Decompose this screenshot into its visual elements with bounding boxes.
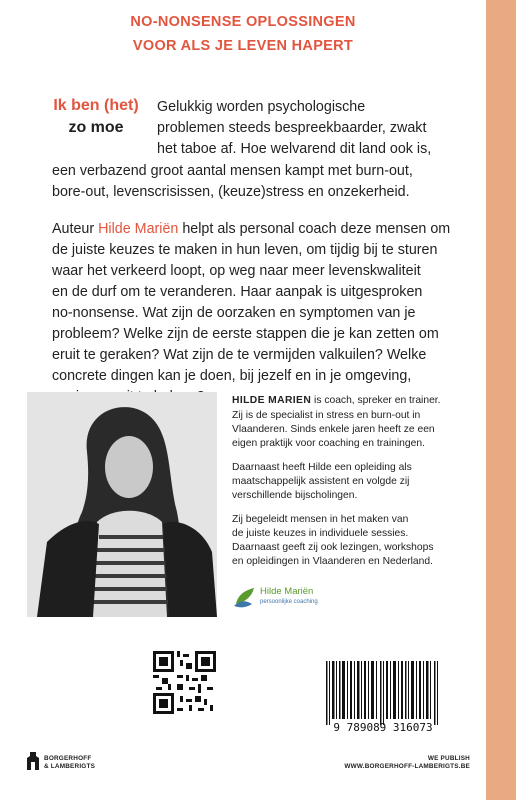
book-spine bbox=[486, 0, 516, 800]
header-line-2: VOOR ALS JE LEVEN HAPERT bbox=[132, 38, 354, 54]
publisher-slogan: WE PUBLISH bbox=[427, 755, 470, 762]
coaching-logo bbox=[232, 584, 342, 612]
bio-line: Zij is de specialist in stress en burn-out in bbox=[232, 410, 421, 421]
paragraph1-line: een verbazend groot aantal mensen kampt met burn-out, bbox=[52, 163, 413, 179]
paragraph2-line: en de durf om te veranderen. Haar aanpak is uitgesproken bbox=[52, 284, 423, 300]
publisher-name-line-2: & LAMBERIGTS bbox=[44, 763, 96, 770]
bio-first-line bbox=[232, 395, 441, 406]
publisher-website: WWW.BORGERHOFF-LAMBERIGTS.BE bbox=[344, 763, 470, 770]
paragraph2-line: no-nonsense. Wat zijn de oorzaken en symptomen van je bbox=[52, 305, 416, 321]
bio-line: en opleidingen in Vlaanderen en Nederland. bbox=[232, 556, 433, 567]
paragraph1-line: problemen steeds bespreekbaarder, zwakt bbox=[157, 120, 427, 136]
bio-line: verschillende bijscholingen. bbox=[232, 490, 358, 501]
paragraph2-prefix: Auteur bbox=[52, 221, 99, 237]
isbn-number: 9 789089 316073 bbox=[333, 721, 433, 734]
author-portrait-graphic bbox=[27, 392, 217, 617]
bio-line: Zij begeleidt mensen in het maken van bbox=[232, 514, 409, 525]
paragraph2-line: concrete dingen kan je doen, bij jezelf en in je omgeving, bbox=[52, 368, 412, 384]
paragraph2-suffix: helpt als personal coach deze mensen om bbox=[178, 221, 451, 237]
paragraph2-line: waar het verkeerd loopt, op weg naar meer levenskwaliteit bbox=[52, 263, 421, 279]
bio-first-rest: is coach, spreker en trainer. bbox=[311, 395, 441, 406]
publisher-name-line-1: BORGERHOFF bbox=[44, 755, 92, 762]
bio-line: maatschappelijk assistent en volgde zij bbox=[232, 476, 410, 487]
bio-author-name: HILDE MARIEN bbox=[232, 395, 312, 406]
paragraph1-line: het taboe af. Hoe welvarend dit land ook is, bbox=[157, 141, 432, 157]
tagline-line-1: Ik ben (het) bbox=[53, 97, 139, 114]
paragraph2-line: de juiste keuzes te maken in hun leven, om tijdig bij te sturen bbox=[52, 242, 438, 258]
publisher-logo-icon bbox=[27, 752, 39, 770]
author-name-highlight: Hilde Mariën bbox=[98, 221, 179, 237]
paragraph2-first-line bbox=[52, 221, 450, 237]
paragraph2-line: probleem? Welke zijn de eerste stappen die je kan zetten om bbox=[52, 326, 439, 342]
bio-line: de juiste keuzes in individuele sessies. bbox=[232, 528, 409, 539]
paragraph1-line: Gelukkig worden psychologische bbox=[157, 99, 366, 115]
bio-line: Vlaanderen. Sinds enkele jaren heeft ze een bbox=[232, 424, 435, 435]
logo-name: Hilde Mariën bbox=[260, 586, 314, 597]
author-photo bbox=[27, 392, 217, 617]
logo-subtitle: persoonlijke coaching bbox=[260, 599, 318, 605]
header-line-1: NO-NONSENSE OPLOSSINGEN bbox=[130, 14, 356, 30]
tagline-line-2: zo moe bbox=[68, 119, 124, 136]
qr-code bbox=[153, 651, 216, 714]
bio-line: Daarnaast geeft zij ook lezingen, workshops bbox=[232, 542, 434, 553]
bio-line: eigen praktijk voor coaching en trainingen. bbox=[232, 438, 425, 449]
paragraph2-line: eruit te geraken? Wat zijn de te vermijden valkuilen? Welke bbox=[52, 347, 427, 363]
bio-line: Daarnaast heeft Hilde een opleiding als bbox=[232, 462, 412, 473]
paragraph1-line: bore-out, levenscrisissen, (keuze)stress en onzekerheid. bbox=[52, 184, 410, 200]
leaf-logo-icon bbox=[232, 584, 258, 610]
